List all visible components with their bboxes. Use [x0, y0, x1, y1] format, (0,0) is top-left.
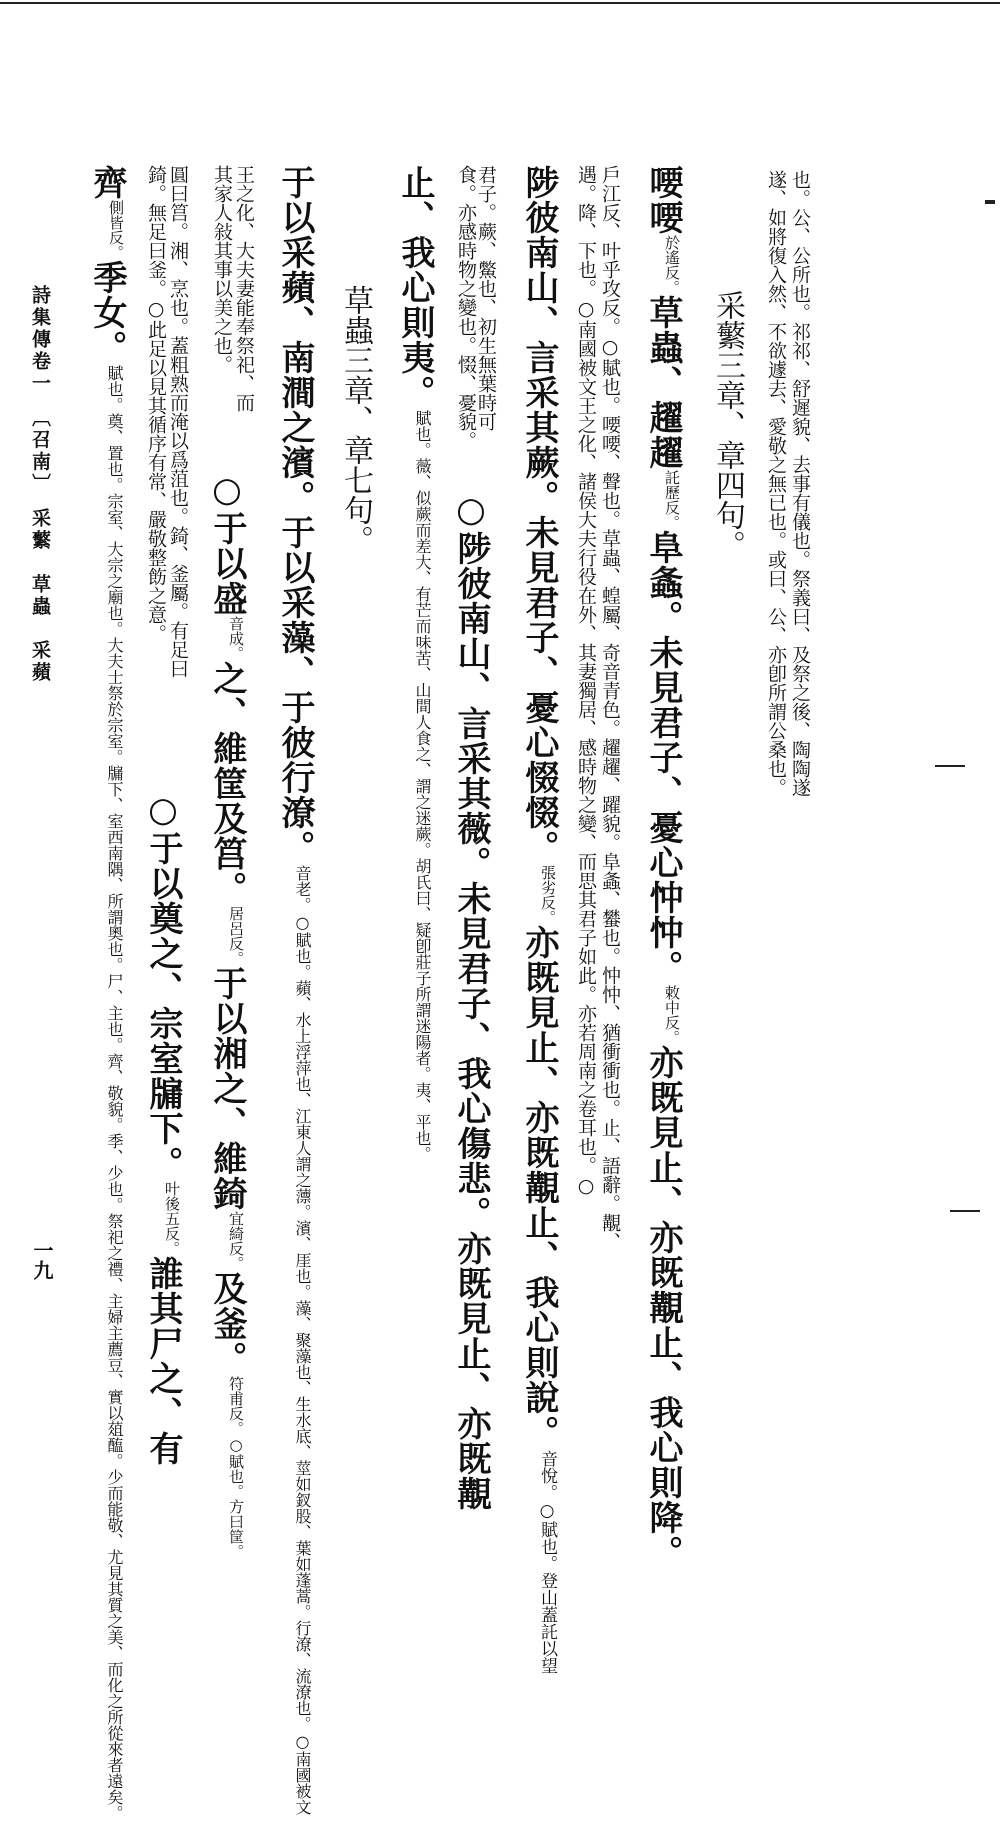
gloss-line: 貌。季、少也。祭祀之禮、主婦主薦豆、實以葅醢。少而能敬、尤見其質之美、而化之所從來者遠矣。: [105, 1101, 124, 1821]
verse-text: 亦既見止、亦既覯止、我心則降。: [643, 1045, 683, 1570]
gloss: [664, 470, 680, 530]
verse-text: 喓喓: [643, 165, 683, 235]
verse-text: 亦既見止、亦既覯止、我心則說。: [519, 925, 559, 1450]
gloss-line: 張劣: [539, 865, 557, 895]
gloss: [228, 616, 244, 661]
running-title: 詩集傳卷一 〔召南〕 采蘩 草蟲 采蘋: [29, 285, 51, 684]
section-summary: 采蘩三章、章四句。: [710, 290, 745, 560]
scan-mark: [985, 200, 995, 204]
commentary-line: 其家人敍其事以美之也。: [211, 165, 233, 374]
scan-mark: [935, 765, 965, 767]
commentary-line: 圓曰筥。湘、烹也。蓋粗熟而淹以爲菹也。錡、釜屬。有足曰: [167, 165, 189, 678]
commentary-line: 君子。蕨、鱉也、初生無葉時可: [475, 165, 497, 431]
page-number: 一九: [30, 1240, 54, 1280]
verse-line: [643, 165, 683, 1570]
gloss-line: 之迷蕨。胡氏曰、疑卽莊子所謂迷陽者。夷、平也。: [413, 794, 432, 1162]
gloss: [228, 906, 244, 966]
verse-line: [395, 165, 435, 1162]
top-border: [0, 2, 1000, 4]
gloss-line: 賦也。薇、似蕨而差大、有芒而味苦、山間人食之、謂: [413, 410, 432, 794]
gloss-line: 音悅。○賦也。: [537, 1450, 557, 1572]
gloss-line: 藻也、生水底、莖如釵股、葉如蓬蒿。行潦、流潦也。○南國被文: [293, 1348, 312, 1815]
gloss-line: 反。: [227, 1241, 245, 1271]
gloss: [664, 985, 680, 1045]
gloss-line: 於遙: [663, 235, 681, 265]
commentary-line: 王之化、大夫妻能奉祭祀、而: [233, 165, 255, 412]
verse-text: 止、我心則夷。: [395, 165, 435, 410]
gloss-line: 音老。○賦也。蘋、水上浮萍也、江東人謂之薸。濱、厓也。藻、聚: [293, 865, 312, 1348]
gloss: [164, 1181, 180, 1256]
gloss-line: 居呂: [227, 906, 245, 936]
verse-text: 季女。: [87, 260, 127, 365]
commentary-line: 也。公、公所也。祁祁、舒遲貌、去事有儀也。祭義曰、及祭之後、陶陶遂: [789, 170, 811, 797]
verse-text: 草蟲、趯趯: [643, 295, 683, 470]
gloss-line: 叶後五: [163, 1181, 181, 1226]
gloss-line: 敕中: [663, 985, 681, 1015]
commentary-line: 錡。無足曰釜。○此足以見其循序有常、嚴敬整飭之意。: [145, 165, 167, 643]
commentary-line: 遇。降、下也。○南國被文王之化、諸侯大夫行役在外、其妻獨居、感時物之變、而思其君子如此。亦若周南之卷耳也。○: [575, 165, 597, 1197]
gloss: [228, 1376, 244, 1559]
verse-line: [275, 165, 315, 1815]
gloss-line: 反。: [539, 895, 557, 925]
commentary-line: 遂、如將復入然、不欲遽去、愛敬之無已也。或曰、公、亦卽所謂公桑也。: [765, 170, 787, 797]
gloss-line: 符甫反。○賦: [227, 1376, 245, 1469]
gloss: [228, 1211, 244, 1271]
verse-line: [87, 165, 127, 1821]
gloss-line: 反。: [227, 936, 245, 966]
gloss: [664, 235, 680, 295]
gloss-line: 託歷: [663, 470, 681, 500]
verse-text: 陟彼南山、言采其蕨。未見君子、憂心惙惙。: [519, 165, 559, 865]
gloss: [538, 1450, 556, 1674]
verse-line: [143, 790, 183, 1466]
verse-text: ○于以盛: [207, 470, 247, 616]
verse-line: [519, 165, 559, 1674]
gloss-line: 側皆: [107, 200, 125, 230]
commentary-line: 戶江反、叶乎攻反。○賦也。喓喓、聲也。草蟲、蝗屬、奇音青色。趯趯、躍貌。阜螽、蠜也。忡忡、猶衝衝也。止、語辭。覯、: [599, 165, 621, 1251]
gloss: [293, 865, 312, 1815]
gloss: [413, 410, 432, 1162]
gloss-line: 反。: [163, 1226, 181, 1256]
gloss: [108, 200, 124, 260]
verse-line: [207, 470, 247, 1559]
gloss-line: 宜綺: [227, 1211, 245, 1241]
verse-text: 誰其尸之、有: [143, 1256, 183, 1466]
gloss-line: 成。: [227, 631, 245, 661]
scan-mark: [950, 1210, 980, 1212]
section-summary: 草蟲三章、章七句。: [338, 285, 373, 555]
verse-text: 于以采蘋、南澗之濱。于以采藻、于彼行潦。: [275, 165, 315, 865]
verse-text: 于以湘之、維錡: [207, 966, 247, 1211]
verse-text: 阜螽。未見君子、憂心忡忡。: [643, 530, 683, 985]
gloss: [105, 365, 124, 1821]
gloss-line: 賦也。奠、置也。宗室、大宗之廟也。大夫士祭於宗室。牖下、室西南隅、所謂奧也。尸、主也。齊、敬: [105, 365, 124, 1101]
gloss-line: 音: [227, 616, 245, 631]
verse-text: 齊: [87, 165, 127, 200]
gloss-line: 反。: [107, 230, 125, 260]
gloss: [540, 865, 556, 925]
gloss-line: 反。: [663, 500, 681, 530]
gloss-line: 也。方曰筐。: [227, 1469, 245, 1559]
verse-text: 之、維筐及筥。: [207, 661, 247, 906]
gloss-line: 登山蓋託以望: [537, 1572, 557, 1674]
commentary-line: 食。亦感時物之變也。惙、憂貌。: [455, 165, 477, 450]
verse-text: 及釜。: [207, 1271, 247, 1376]
gloss-line: 反。: [663, 1015, 681, 1045]
gloss-line: 反。: [663, 265, 681, 295]
verse-text: ○于以奠之、宗室牖下。: [143, 790, 183, 1181]
verse-line: ○陟彼南山、言采其薇。未見君子、我心傷悲。亦既見止、亦既覯: [451, 490, 491, 1511]
